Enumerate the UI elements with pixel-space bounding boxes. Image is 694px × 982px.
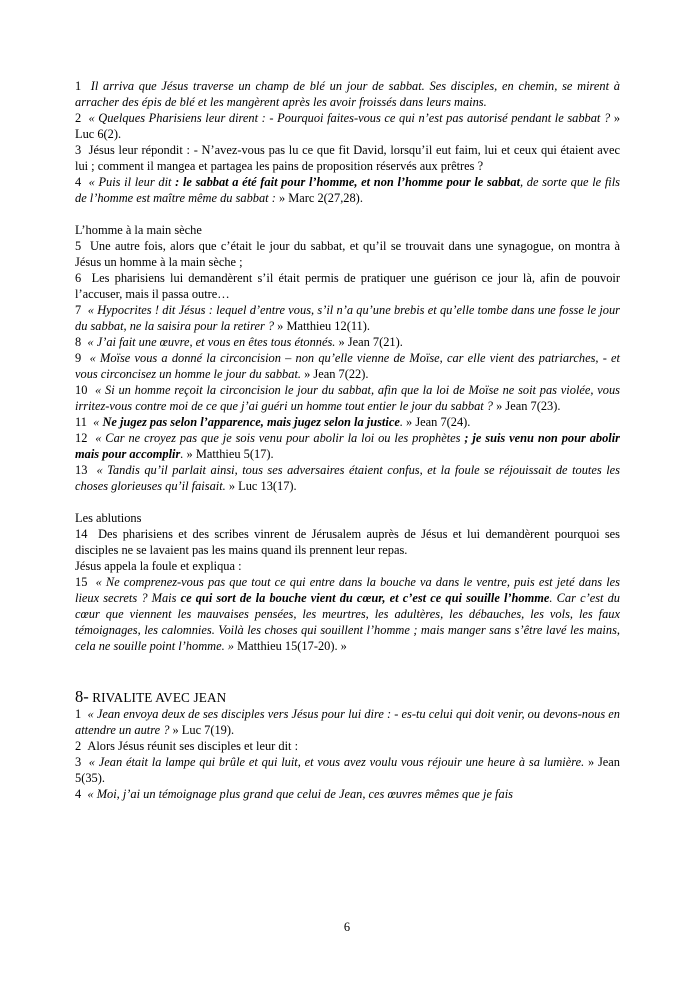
verse-paragraph: [75, 334, 620, 350]
verse-number: 15: [75, 575, 88, 589]
verse-number: 5: [75, 239, 82, 253]
text-run: « Si un homme reçoit la circoncision le jour du sabbat, afin que la loi de Moïse ne soit pas violée, vous irritez-vous contre moi de ce que j’ai guéri un homme tout entier le jour du sabbat ?: [75, 383, 621, 413]
verse-paragraph: [75, 574, 620, 654]
verse-paragraph: [75, 382, 620, 414]
text-run: Les pharisiens lui demandèrent s’il était permis de pratiquer une guérison ce jour là, afin de pouvoir l’accuser, mais il passa outre…: [75, 271, 620, 301]
text-run: Les ablutions: [75, 511, 142, 525]
paragraph-spacer: [75, 494, 620, 510]
text-run: « Car ne croyez pas que je sois venu pour abolir la loi ou les prophètes: [95, 431, 465, 445]
text-run: « Quelques Pharisiens leur dirent : - Pourquoi faites-vous ce qui n’est pas autorisé pendant le sabbat ?: [88, 111, 614, 125]
text-run: » Jean 5(35).: [75, 755, 621, 785]
text-run: » Jean 7(22).: [304, 367, 369, 381]
verse-paragraph: [75, 526, 620, 558]
page-body-text: [75, 78, 620, 802]
section-heading-title: RIVALITE AVEC JEAN: [88, 690, 227, 705]
verse-number: 9: [75, 351, 82, 365]
verse-paragraph: [75, 430, 620, 462]
verse-number: 3: [75, 755, 82, 769]
verse-number: 2: [75, 739, 82, 753]
verse-paragraph: [75, 78, 620, 110]
verse-number: 10: [75, 383, 88, 397]
verse-number: 1: [75, 79, 82, 93]
verse-paragraph: [75, 754, 620, 786]
text-run: , de sorte que le fils de l’homme est maître même du sabbat :: [75, 175, 620, 205]
verse-paragraph: [75, 786, 620, 802]
verse-paragraph: [75, 414, 620, 430]
verse-paragraph: [75, 706, 620, 738]
verse-paragraph: [75, 110, 620, 142]
verse-paragraph: [75, 462, 620, 494]
text-run: «: [93, 415, 103, 429]
verse-paragraph: [75, 238, 620, 270]
verse-paragraph: [75, 174, 620, 206]
verse-number: 13: [75, 463, 88, 477]
verse-paragraph: [75, 142, 620, 174]
text-run: « Jean était la lampe qui brûle et qui luit, et vous avez voulu vous réjouir une heure à sa lumière.: [88, 755, 588, 769]
section-heading: [75, 688, 620, 706]
text-run: « Hypocrites ! dit Jésus : lequel d’entre vous, s’il n’a qu’une brebis et qu’elle tombe dans une fosse le jour du sabbat, ne la saisira pour la retirer ?: [75, 303, 620, 333]
verse-number: 11: [75, 415, 87, 429]
section-heading-number: 8-: [75, 687, 89, 706]
text-run: » Marc 2(27,28).: [278, 191, 363, 205]
subheading: [75, 222, 620, 238]
text-run: Ne jugez pas selon l’apparence, mais jugez selon la justice: [102, 415, 400, 429]
text-run: .: [180, 447, 187, 461]
text-run: » Matthieu 12(11).: [277, 319, 370, 333]
subheading: [75, 510, 620, 526]
verse-paragraph: [75, 302, 620, 334]
text-run: Des pharisiens et des scribes vinrent de Jérusalem auprès de Jésus et lui demandèrent pourquoi ses disciples ne se lavaient pas les mains quand ils prennent leur repas.: [75, 527, 620, 557]
text-run: « Puis il leur dit: [88, 175, 176, 189]
text-run: « J’ai fait une œuvre, et vous en êtes tous étonnés.: [87, 335, 339, 349]
text-run: Alors Jésus réunit ses disciples et leur dit :: [87, 739, 299, 753]
text-run: : le sabbat a été fait pour l’homme, et non l’homme pour le sabbat: [175, 175, 521, 189]
text-run: » Jean 7(23).: [496, 399, 561, 413]
text-run: .: [399, 415, 407, 429]
text-run: « Moi, j’ai un témoignage plus grand que celui de Jean, ces œuvres mêmes que je fais: [87, 787, 513, 801]
text-run: . Car c’est du cœur que viennent les mauvaises pensées, les meurtres, les adultères, les débauches, les vols, les faux témoignages, les calomnies. Voilà les choses qui souillent l’homme ; mais manger sans s’être lavé les mains, cela ne souille point l’homme. »: [75, 591, 620, 653]
verse-number: 1: [75, 707, 82, 721]
text-run: » Luc 7(19).: [172, 723, 235, 737]
verse-paragraph: [75, 350, 620, 382]
text-run: Une autre fois, alors que c’était le jour du sabbat, et qu’il se trouvait dans une synagogue, on montra à Jésus un homme à la main sèche ;: [75, 239, 620, 269]
verse-paragraph: [75, 270, 620, 302]
text-run: Jésus leur répondit : - N’avez-vous pas lu ce que fit David, lorsqu’il eut faim, lui et ceux qui étaient avec lui ; comment il mangea et partagea les pains de proposition réservés aux prêtres ?: [75, 143, 620, 173]
text-run: » Jean 7(24).: [406, 415, 471, 429]
page-number: 6: [343, 920, 351, 934]
text-run: « Tandis qu’il parlait ainsi, tous ses adversaires étaient confus, et la foule se réjouissait de toutes les choses glorieuses qu’il faisait.: [75, 463, 620, 493]
subheading: [75, 558, 620, 574]
text-run: « Ne comprenez-vous pas que tout ce qui entre dans la bouche va dans le ventre, puis est jeté dans les lieux secrets ? Mais: [75, 575, 620, 605]
text-run: ; je suis venu non pour abolir mais pour accomplir: [75, 431, 621, 461]
text-run: Il arriva que Jésus traverse un champ de blé un jour de sabbat. Ses disciples, en chemin, se mirent à arracher des épis de blé et les mangèrent après les avoir froissés dans leurs mains.: [75, 79, 621, 109]
paragraph-spacer: [75, 206, 620, 222]
paragraph-spacer: [75, 654, 620, 688]
verse-number: 2: [75, 111, 82, 125]
verse-number: 7: [75, 303, 82, 317]
text-run: Matthieu 15(17-20). »: [237, 639, 347, 653]
verse-number: 6: [75, 271, 82, 285]
text-run: Jésus appela la foule et expliqua :: [75, 559, 242, 573]
verse-number: 3: [75, 143, 82, 157]
verse-number: 14: [75, 527, 88, 541]
text-run: » Jean 7(21).: [338, 335, 403, 349]
text-run: « Jean envoya deux de ses disciples vers Jésus pour lui dire : - es-tu celui qui doit venir, ou devons-nous en attendre un autre ?: [75, 707, 620, 737]
verse-paragraph: [75, 738, 620, 754]
verse-number: 12: [75, 431, 88, 445]
text-run: ce qui sort de la bouche vient du cœur, et c’est ce qui souille l’homme: [180, 591, 550, 605]
text-run: L’homme à la main sèche: [75, 223, 202, 237]
verse-number: 4: [75, 787, 82, 801]
text-run: » Matthieu 5(17).: [186, 447, 274, 461]
text-run: « Moïse vous a donné la circoncision – non qu’elle vienne de Moïse, car elle vient des patriarches, - et vous circoncisez un homme le jour du sabbat.: [75, 351, 621, 381]
verse-number: 8: [75, 335, 82, 349]
text-run: » Luc 13(17).: [228, 479, 297, 493]
verse-number: 4: [75, 175, 82, 189]
text-run: » Luc 6(2).: [75, 111, 621, 141]
